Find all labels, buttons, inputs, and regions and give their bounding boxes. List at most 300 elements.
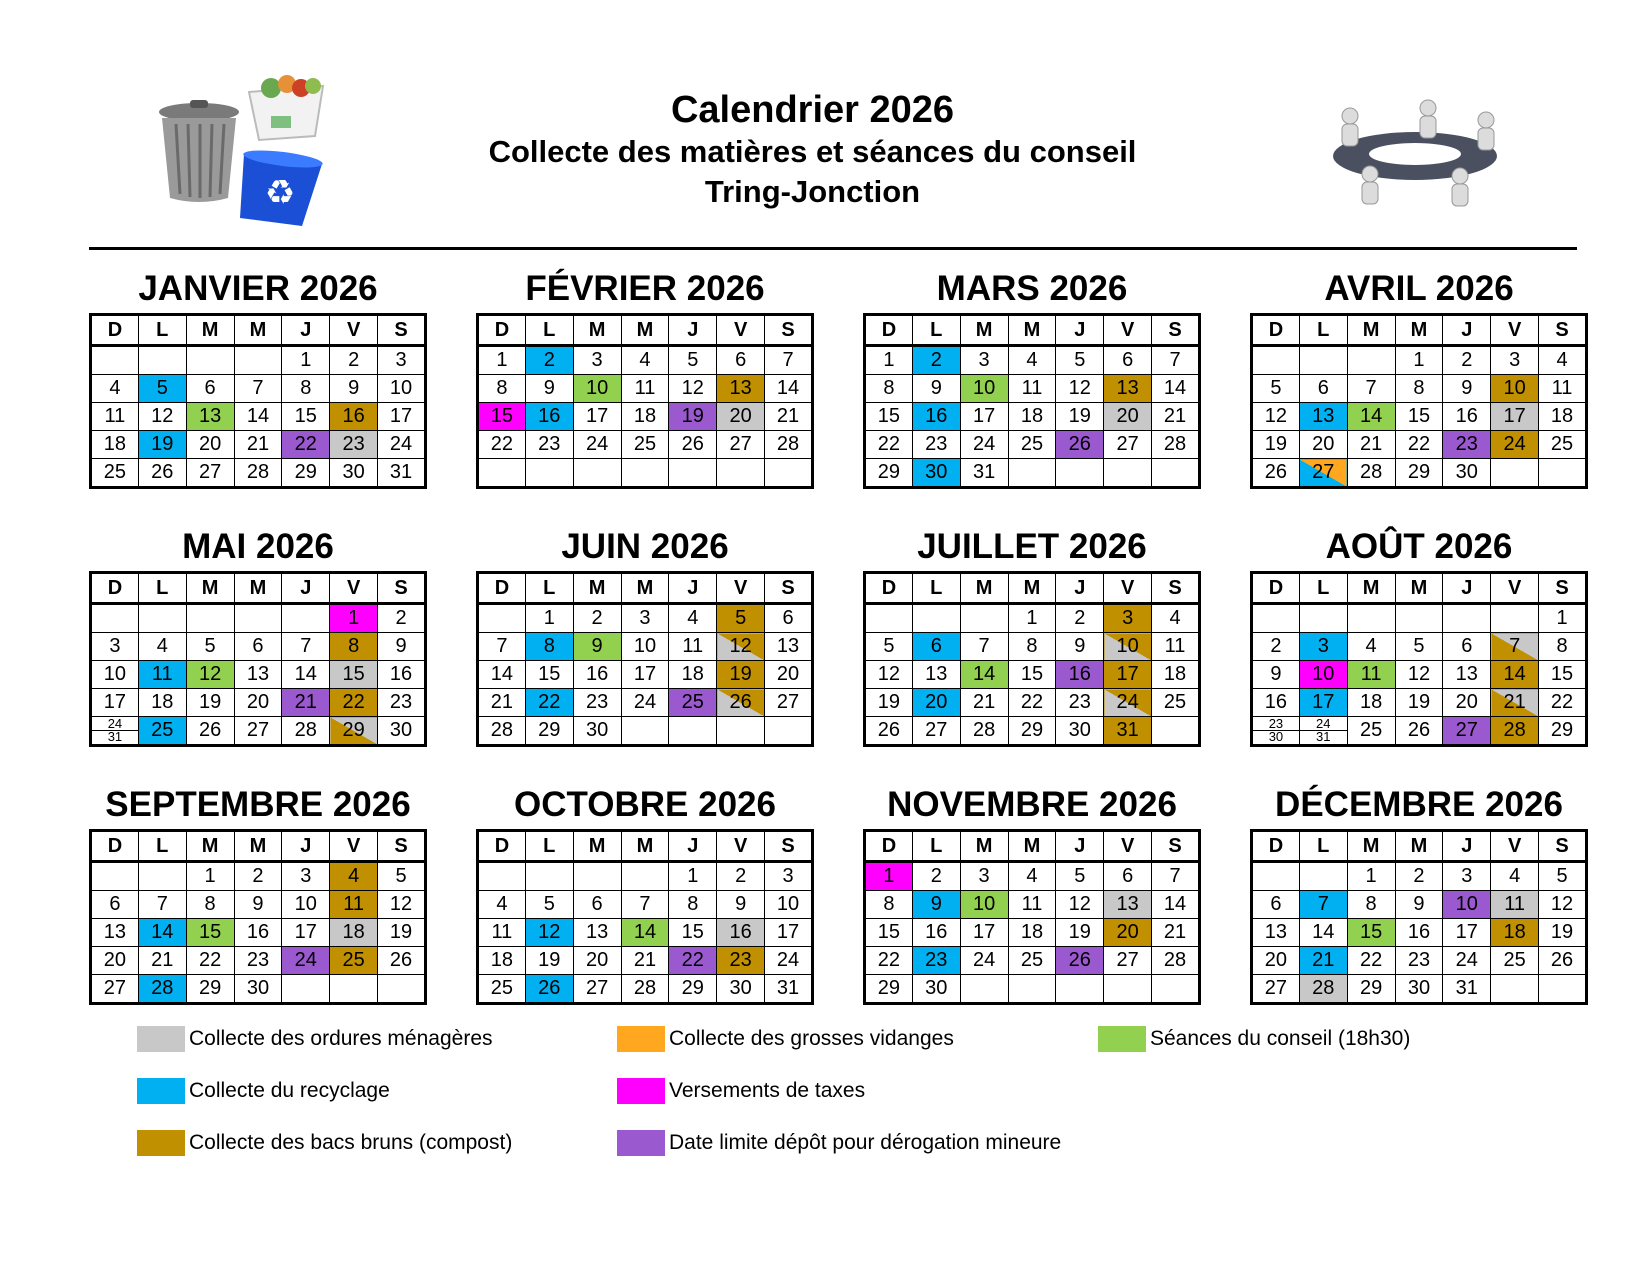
day-number: 14 [972,663,996,685]
day-cell [1443,862,1491,891]
month-calendar [476,526,814,747]
day-number: 3 [109,635,121,657]
day-cell [717,346,765,375]
day-cell [621,346,669,375]
day-number: 13 [776,635,800,657]
day-cell [960,717,1008,746]
day-cell [1008,717,1056,746]
day-number: 20 [1116,921,1139,943]
weekday-header: D [478,831,526,862]
day-cell [1008,346,1056,375]
day-cell [573,919,621,947]
weekday-header: D [865,831,913,862]
day-cell [525,431,573,459]
day-number: 11 [1021,893,1043,915]
day-cell [960,346,1008,375]
day-number: 10 [294,893,317,915]
day-cell [525,717,573,746]
day-number: 6 [782,607,794,629]
day-number: 2 [930,865,942,887]
empty-cell [1539,975,1587,1004]
month-table [863,829,1201,1005]
day-cell [669,346,717,375]
empty-cell [1299,862,1347,891]
day-number: 29 [1359,977,1383,999]
empty-cell [912,604,960,633]
weekday-header: D [1252,315,1300,346]
day-number: 26 [729,691,752,713]
month-calendar [89,526,427,747]
day-number: 25 [1503,949,1526,971]
day-cell [865,661,913,689]
day-number: 3 [591,349,603,371]
day-cell [1395,975,1443,1004]
day-cell [1104,947,1152,975]
day-cell [960,947,1008,975]
day-cell [1299,919,1347,947]
day-number: 18 [1550,405,1574,427]
day-number: 29 [294,461,317,483]
empty-cell [1008,975,1056,1004]
day-number: 16 [925,921,948,943]
day-cell [621,431,669,459]
weekday-header: M [573,573,621,604]
day-number: 30 [246,977,270,999]
day-number: 14 [151,921,174,943]
day-number: 13 [1264,921,1288,943]
legend-label: Versements de taxes [669,1079,866,1102]
day-number: 15 [1359,921,1383,943]
day-number: 18 [103,433,127,455]
month-title: MAI 2026 [182,527,334,566]
day-number: 3 [978,349,990,371]
day-number: 6 [930,635,942,657]
month-title: JUIN 2026 [561,527,729,566]
empty-cell [960,604,1008,633]
day-cell [1539,403,1587,431]
day-cell [865,346,913,375]
empty-cell [1008,459,1056,488]
day-cell [1252,459,1300,488]
day-number: 4 [687,607,699,629]
day-cell [330,431,378,459]
day-number: 12 [729,635,752,657]
day-number: 11 [1164,635,1186,657]
day-cell [1056,947,1104,975]
day-number: 18 [151,691,174,713]
day-cell [717,403,765,431]
day-cell [1104,346,1152,375]
weekday-header: V [330,573,378,604]
day-number: 12 [1407,663,1431,685]
day-cell [186,403,234,431]
weekday-header: D [865,315,913,346]
day-number: 3 [782,865,794,887]
day-cell [91,891,139,919]
day-number: 15 [342,663,365,685]
day-number: 5 [687,349,699,371]
weekday-header: L [912,573,960,604]
day-cell [1539,919,1587,947]
empty-cell [1491,604,1539,633]
month-table [476,829,814,1005]
day-cell [1443,403,1491,431]
day-number: 1 [687,865,699,887]
day-cell [1056,403,1104,431]
day-number: 9 [930,893,942,915]
day-number: 30 [342,461,365,483]
weekday-header: M [1395,831,1443,862]
weekday-header: D [1252,831,1300,862]
day-number: 7 [1169,349,1181,371]
day-number: 27 [198,461,222,483]
day-number: 22 [198,949,222,971]
day-number: 23 [729,949,752,971]
month-calendar [1250,784,1588,1005]
day-number: 24 [776,949,800,971]
day-cell [1539,689,1587,717]
day-number: 17 [294,921,317,943]
day-cell [1491,431,1539,459]
weekday-header: V [1491,573,1539,604]
day-number: 7 [639,893,651,915]
day-cell [960,459,1008,488]
day-cell [912,346,960,375]
day-cell [1395,459,1443,488]
day-cell [1299,403,1347,431]
day-cell [1443,717,1491,746]
day-number: 28 [151,977,174,999]
day-cell [138,633,186,661]
day-number: 13 [1116,893,1139,915]
day-number: 19 [389,921,413,943]
day-number: 25 [681,691,704,713]
day-cell [1104,604,1152,633]
day-cell [573,975,621,1004]
day-number: 7 [1169,865,1181,887]
day-number: 5 [1413,635,1425,657]
day-cell [1347,431,1395,459]
day-cell [1152,919,1200,947]
weekday-header: V [330,315,378,346]
day-number: 19 [1068,405,1091,427]
day-number: 4 [1026,349,1038,371]
day-cell [91,633,139,661]
day-cell [1252,891,1300,919]
weekday-header: L [1299,831,1347,862]
day-number: 5 [1074,349,1086,371]
day-cell [138,375,186,403]
day-cell [960,689,1008,717]
day-cell [186,919,234,947]
day-cell [234,375,282,403]
day-cell [330,661,378,689]
day-cell [573,346,621,375]
day-number: 22 [538,691,561,713]
day-number: 1 [348,607,360,629]
day-cell [1056,689,1104,717]
weekday-header: M [186,573,234,604]
weekday-header: L [912,831,960,862]
day-cell [91,375,139,403]
day-cell [765,431,813,459]
day-number: 2 [735,865,747,887]
day-number: 10 [1312,663,1335,685]
day-number: 27 [1116,433,1139,455]
day-number: 26 [1407,719,1431,741]
weekday-header: M [960,573,1008,604]
day-number: 1 [883,865,895,887]
day-cell [525,375,573,403]
month-table [1250,829,1588,1005]
day-number: 4 [156,635,168,657]
day-cell [1539,346,1587,375]
empty-cell [478,459,526,488]
day-number: 10 [103,663,127,685]
day-number: 6 [1461,635,1473,657]
day-cell [282,717,330,746]
day-cell [865,862,913,891]
day-number: 16 [538,405,561,427]
weekday-header: D [91,831,139,862]
day-cell [234,661,282,689]
day-cell [282,346,330,375]
day-cell [912,919,960,947]
day-cell [621,975,669,1004]
day-number: 12 [389,893,413,915]
day-cell [478,375,526,403]
day-cell [669,975,717,1004]
day-cell [378,403,426,431]
day-number: 6 [591,893,603,915]
day-cell [765,919,813,947]
day-cell [186,975,234,1004]
day-cell [960,862,1008,891]
day-cell [378,459,426,488]
weekday-header: S [1152,573,1200,604]
day-number: 3 [395,349,407,371]
day-number: 10 [585,377,609,399]
month-title: MARS 2026 [936,269,1128,308]
day-number: 1 [543,607,555,629]
day-number: 16 [342,405,365,427]
day-cell [478,919,526,947]
day-cell [234,689,282,717]
month-title: AOÛT 2026 [1325,527,1513,566]
weekday-header: J [1443,831,1491,862]
month-table [89,829,427,1005]
day-cell [1347,717,1395,746]
day-number: 17 [972,921,996,943]
day-cell [621,375,669,403]
day-number: 17 [776,921,800,943]
day-number: 19 [1068,921,1091,943]
day-cell [1539,661,1587,689]
day-cell [525,403,573,431]
day-number: 21 [151,949,174,971]
day-number: 15 [877,921,901,943]
day-cell [573,689,621,717]
day-cell [1008,661,1056,689]
empty-cell [1395,604,1443,633]
empty-cell [765,717,813,746]
month-title: SEPTEMBRE 2026 [105,785,411,824]
weekday-header: M [234,315,282,346]
weekday-header: L [525,315,573,346]
day-cell [330,403,378,431]
empty-cell [573,862,621,891]
day-number: 3 [1461,865,1473,887]
day-number: 26 [151,461,174,483]
day-cell [330,689,378,717]
day-number: 8 [883,893,895,915]
weekday-header: L [1299,573,1347,604]
weekday-header: M [1395,573,1443,604]
day-number: 28 [294,719,317,741]
day-number: 3 [1317,635,1329,657]
day-cell [1299,633,1347,661]
legend-item [137,1130,512,1156]
day-number: 14 [1163,377,1187,399]
day-number: 28 [1503,719,1526,741]
empty-cell [282,975,330,1004]
month-table [863,571,1201,747]
day-cell [378,862,426,891]
day-cell [960,375,1008,403]
day-cell [1252,717,1300,746]
day-cell [1539,375,1587,403]
day-number: 5 [735,607,747,629]
weekday-header: J [282,573,330,604]
day-number: 13 [925,663,948,685]
day-cell [1056,717,1104,746]
legend-swatch [1098,1026,1146,1052]
day-number: 22 [877,949,901,971]
day-cell [1299,689,1347,717]
day-number: 11 [491,921,513,943]
day-cell [1056,661,1104,689]
day-cell [669,604,717,633]
day-cell [234,919,282,947]
day-number: 24 [633,691,657,713]
day-cell [1008,633,1056,661]
day-cell [1347,459,1395,488]
day-number: 10 [389,377,413,399]
day-cell [378,717,426,746]
empty-cell [138,346,186,375]
day-number: 9 [1413,893,1425,915]
day-number: 9 [591,635,603,657]
day-number: 25 [1550,433,1574,455]
weekday-header: J [1056,573,1104,604]
day-number: 26 [681,433,704,455]
day-cell [1443,661,1491,689]
day-cell [234,717,282,746]
day-number: 14 [776,377,800,399]
day-cell [330,346,378,375]
day-number: 21 [633,949,657,971]
day-cell [91,459,139,488]
day-number: 2 [395,607,407,629]
day-number: 11 [1021,377,1043,399]
day-cell [1252,375,1300,403]
day-cell [669,661,717,689]
empty-cell [765,459,813,488]
legend-label: Séances du conseil (18h30) [1150,1027,1411,1050]
weekday-header: S [378,831,426,862]
weekday-header: S [378,315,426,346]
day-cell [478,975,526,1004]
day-cell [865,919,913,947]
day-number: 12 [198,663,222,685]
empty-cell [478,604,526,633]
day-number: 25 [151,719,174,741]
weekday-header: L [525,573,573,604]
day-number: 25 [342,949,365,971]
day-cell [186,862,234,891]
day-cell [669,891,717,919]
day-cell [621,947,669,975]
weekday-header: S [1152,831,1200,862]
day-cell [525,947,573,975]
day-cell [186,947,234,975]
day-cell [1491,717,1539,746]
day-number: 16 [1455,405,1478,427]
day-number: 9 [1270,663,1282,685]
day-cell [765,862,813,891]
day-number: 5 [395,865,407,887]
day-cell [91,689,139,717]
day-number: 13 [1312,405,1335,427]
day-cell [765,403,813,431]
day-cell [1347,661,1395,689]
day-number: 19 [729,663,752,685]
empty-cell [1299,346,1347,375]
day-number: 4 [1556,349,1568,371]
day-number: 20 [1455,691,1478,713]
day-cell [1347,947,1395,975]
day-cell [1056,633,1104,661]
day-cell [330,891,378,919]
day-cell [765,975,813,1004]
day-number: 14 [294,663,317,685]
day-cell [765,661,813,689]
month-table [1250,571,1588,747]
month-calendar [863,268,1201,489]
day-cell [1299,891,1347,919]
day-number: 26 [1068,949,1091,971]
day-number: 10 [1455,893,1478,915]
day-cell [1347,375,1395,403]
day-cell [912,633,960,661]
weekday-header: J [282,831,330,862]
day-cell [282,919,330,947]
weekday-header: J [1443,315,1491,346]
day-number: 31 [776,977,800,999]
day-cell [525,891,573,919]
empty-cell [1252,862,1300,891]
weekday-header: M [1395,315,1443,346]
empty-cell [1104,459,1152,488]
day-cell [478,431,526,459]
day-number: 22 [490,433,514,455]
day-cell [1395,661,1443,689]
day-number: 20 [198,433,222,455]
month-table [476,571,814,747]
day-cell [1104,403,1152,431]
day-number: 10 [972,377,996,399]
day-cell [1347,975,1395,1004]
